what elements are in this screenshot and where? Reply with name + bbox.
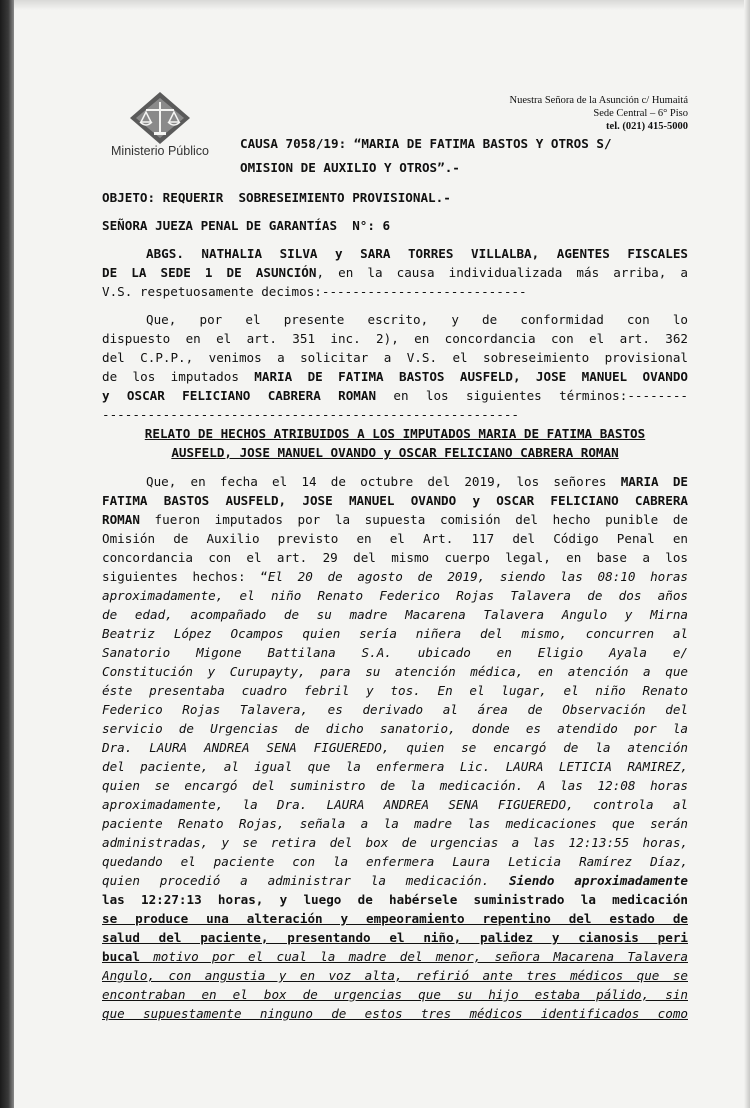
relato-heading-line2: AUSFELD, JOSE MANUEL OVANDO y OSCAR FELICIANO CABRERA ROMAN: [171, 445, 619, 460]
body-line: éste presentaba cuadro febril y tos. En el lugar, el niño Renato: [102, 683, 688, 698]
body-line: se produce una alteración y empeoramiento repentino del estado de: [102, 911, 688, 926]
causa-title-line1: CAUSA 7058/19: “MARIA DE FATIMA BASTOS Y OTROS S/: [240, 136, 612, 151]
para1-line: dispuesto en el art. 351 inc. 2), en concordancia con el art. 362: [102, 331, 688, 346]
para1-line: del C.P.P., venimos a solicitar a V.S. el sobreseimiento provisional: [102, 350, 688, 365]
body-line: que supuestamente ninguno de estos tres médicos identificados como: [102, 1006, 688, 1021]
intro-line: V.S. respetuosamente decimos:---------------------------: [102, 284, 527, 299]
objeto-line: OBJETO: REQUERIR SOBRESEIMIENTO PROVISIONAL.-: [102, 190, 451, 205]
body-line: Dra. LAURA ANDREA SENA FIGUEREDO, quien se encargó de la atención: [102, 740, 688, 755]
body-line: Angulo, con angustia y en voz alta, refirió ante tres médicos que se: [102, 968, 688, 983]
body-line: del paciente, al igual que la enfermera Lic. LAURA LETICIA RAMIREZ,: [102, 759, 688, 774]
body-line: Beatriz López Ocampos quien sería niñera del mismo, concurren al: [102, 626, 688, 641]
body-line: concordancia con el art. 29 del mismo cuerpo legal, en base a los: [102, 550, 688, 565]
para1-line: Que, por el presente escrito, y de conformidad con lo: [146, 312, 688, 327]
body-line: aproximadamente, el niño Renato Federico Rojas Talavera de dos años: [102, 588, 688, 603]
scan-top-edge: [0, 0, 750, 10]
body-line: Constitución y Curupayty, para su atención médica, en atención a que: [102, 664, 688, 679]
body-line: Federico Rojas Talavera, es derivado al área de Observación del: [102, 702, 688, 717]
addressee-line: SEÑORA JUEZA PENAL DE GARANTÍAS N°: 6: [102, 218, 391, 233]
intro-line: ABGS. NATHALIA SILVA y SARA TORRES VILLALBA, AGENTES FISCALES: [146, 246, 688, 261]
para1-line: -------------------------------------------------------: [102, 407, 520, 422]
address-line: Sede Central – 6° Piso: [593, 108, 688, 119]
body-line: Sanatorio Migone Battilana S.A. ubicado en Eligio Ayala e/: [102, 645, 688, 660]
body-line: servicio de Urgencias de dicho sanatorio, donde es atendido por la: [102, 721, 688, 736]
causa-title-line2: OMISION DE AUXILIO Y OTROS”.-: [240, 160, 460, 175]
scan-right-edge: [744, 0, 750, 1108]
intro-line: DE LA SEDE 1 DE ASUNCIÓN, en la causa individualizada más arriba, a: [102, 265, 688, 280]
scan-left-edge: [0, 0, 14, 1108]
phone-number: tel. (021) 415-5000: [606, 121, 688, 132]
body-line: encontraban en el box de urgencias que su hijo estaba pálido, sin: [102, 987, 688, 1002]
body-line: las 12:27:13 horas, y luego de habérsele suministrado la medicación: [102, 892, 688, 907]
ministerio-publico-logo: [108, 92, 212, 162]
body-line: FATIMA BASTOS AUSFELD, JOSE MANUEL OVANDO y OSCAR FELICIANO CABRERA: [102, 493, 688, 508]
address-block: [510, 94, 688, 133]
body-line: de edad, acompañado de su madre Macarena Talavera Angulo y Mirna: [102, 607, 688, 622]
body-line: bucal motivo por el cual la madre del menor, señora Macarena Talavera: [102, 949, 688, 964]
relato-heading-line1: RELATO DE HECHOS ATRIBUIDOS A LOS IMPUTADOS MARIA DE FATIMA BASTOS: [144, 426, 646, 441]
body-line: Que, en fecha el 14 de octubre del 2019, los señores MARIA DE: [146, 474, 688, 489]
body-line: quedando el paciente con la enfermera Laura Leticia Ramírez Díaz,: [102, 854, 688, 869]
body-line: quien se encargó del suministro de la medicación. A las 12:08 horas: [102, 778, 688, 793]
body-line: salud del paciente, presentando el niño, palidez y cianosis peri: [102, 930, 688, 945]
body-line: administradas, y se retira del box de urgencias a las 12:13:55 horas,: [102, 835, 688, 850]
body-line: aproximadamente, la Dra. LAURA ANDREA SENA FIGUEREDO, controla al: [102, 797, 688, 812]
body-line: Omisión de Auxilio previsto en el Art. 117 del Código Penal en: [102, 531, 688, 546]
para1-line: y OSCAR FELICIANO CABRERA ROMAN en los siguientes términos:--------: [102, 388, 688, 403]
body-line: paciente Renato Rojas, señala a la madre las medicaciones que serán: [102, 816, 688, 831]
scales-icon: [128, 92, 192, 144]
logo-label: Ministerio Público: [111, 144, 209, 158]
para1-line: de los imputados MARIA DE FATIMA BASTOS AUSFELD, JOSE MANUEL OVANDO: [102, 369, 688, 384]
address-line: Nuestra Señora de la Asunción c/ Humaitá: [509, 95, 688, 106]
body-line: quien procedió a administrar la medicación. Siendo aproximadamente: [102, 873, 688, 888]
body-line: siguientes hechos: “El 20 de agosto de 2019, siendo las 08:10 horas: [102, 569, 688, 584]
body-line: ROMAN fueron imputados por la supuesta comisión del hecho punible de: [102, 512, 688, 527]
